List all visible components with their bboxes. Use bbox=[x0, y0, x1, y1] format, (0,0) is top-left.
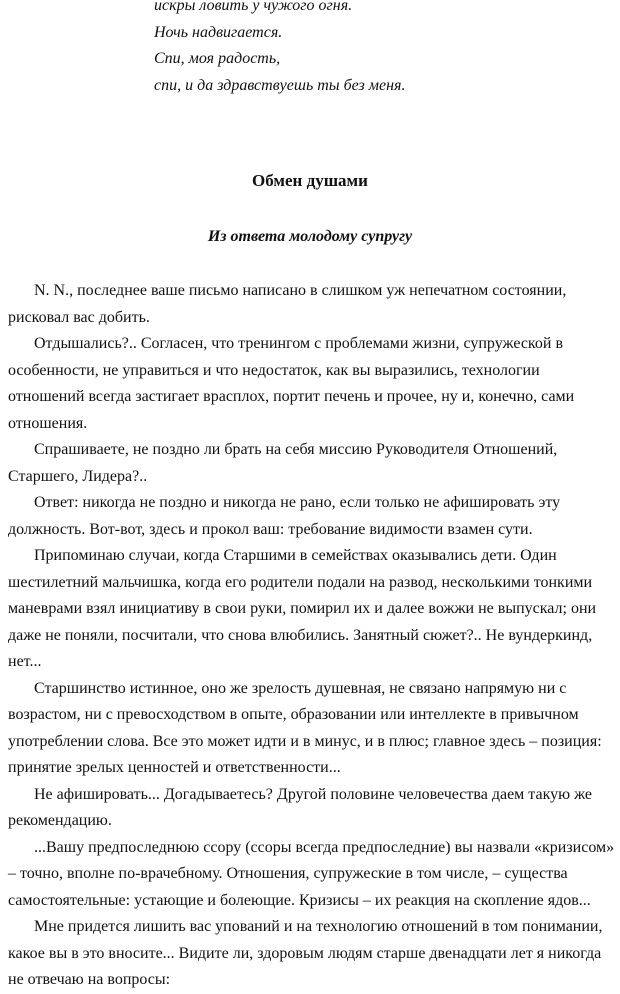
paragraph: Мне придется лишить вас упований и на технологию отношений в том понимании, какое вы в это вносите... Видите ли, здоровым людям старше двенадцати лет я никогда не отвечаю на вопросы: bbox=[8, 918, 603, 988]
paragraph: Припоминаю случаи, когда Старшими в семействах оказывались дети. Один шестилетний мальчишка, когда его родители подали на развод, несколькими тонкими маневрами взял инициативу в свои руки, помирил их и далее вожжи не выпускал; они даже не поняли, посчитали, что снова влюбились. Занятный сюжет?.. Не вундеркинд, нет... bbox=[8, 547, 597, 670]
paragraph: ...Вашу предпоследнюю ссору (ссоры всегда предпоследние) вы назвали «кризисом» – точно, вполне по-врачебному. Отношения, супружеские в том числе, – существа самостоятельные: устающие и болеющие. Кризисы – их реакция на скопление ядов... bbox=[8, 838, 615, 909]
paragraph: N. N., последнее ваше письмо написано в слишком уж непечатном состоянии, рисковал вас добить. bbox=[8, 282, 567, 326]
paragraph: Отдышались?.. Согласен, что тренингом с проблемами жизни, супружеской в особенности, не управиться и что недостаток, как вы выразились, технологии отношений всегда застигает врасплох, портит печень и прочее, ну и, конечно, сами отношения. bbox=[8, 335, 575, 432]
paragraph: Ответ: никогда не поздно и никогда не рано, если только не афишировать эту должность. Вот-вот, здесь и прокол ваш: требование видимости взамен сути. bbox=[8, 494, 561, 538]
paragraph: Спрашиваете, не поздно ли брать на себя миссию Руководителя Отношений, Старшего, Лидера?.. bbox=[8, 441, 558, 485]
poem-line: Спи, моя радость, bbox=[154, 50, 281, 68]
paragraph: Не афишировать... Догадываетесь? Другой половине человечества даем такую же рекомендацию. bbox=[8, 785, 593, 829]
poem-line: искры ловить у чужого огня. bbox=[154, 0, 353, 14]
section-title: Обмен душами bbox=[252, 171, 368, 190]
poem-block bbox=[154, 0, 594, 99]
paragraph: Старшинство истинное, оно же зрелость душевная, не связано напрямую ни с возрастом, ни с превосходством в опыте, образовании или интеллекте в привычном употреблении слова. Все это может идти и в минус, и в плюс; главное здесь – позиция: принятие зрелых ценностей и ответственности... bbox=[8, 679, 602, 776]
section-subtitle: Из ответа молодому супругу bbox=[207, 228, 413, 245]
poem-line: Ночь надвигается. bbox=[154, 23, 283, 41]
poem-line: спи, и да здравствуешь ты без меня. bbox=[154, 76, 406, 94]
body-text bbox=[8, 278, 615, 994]
